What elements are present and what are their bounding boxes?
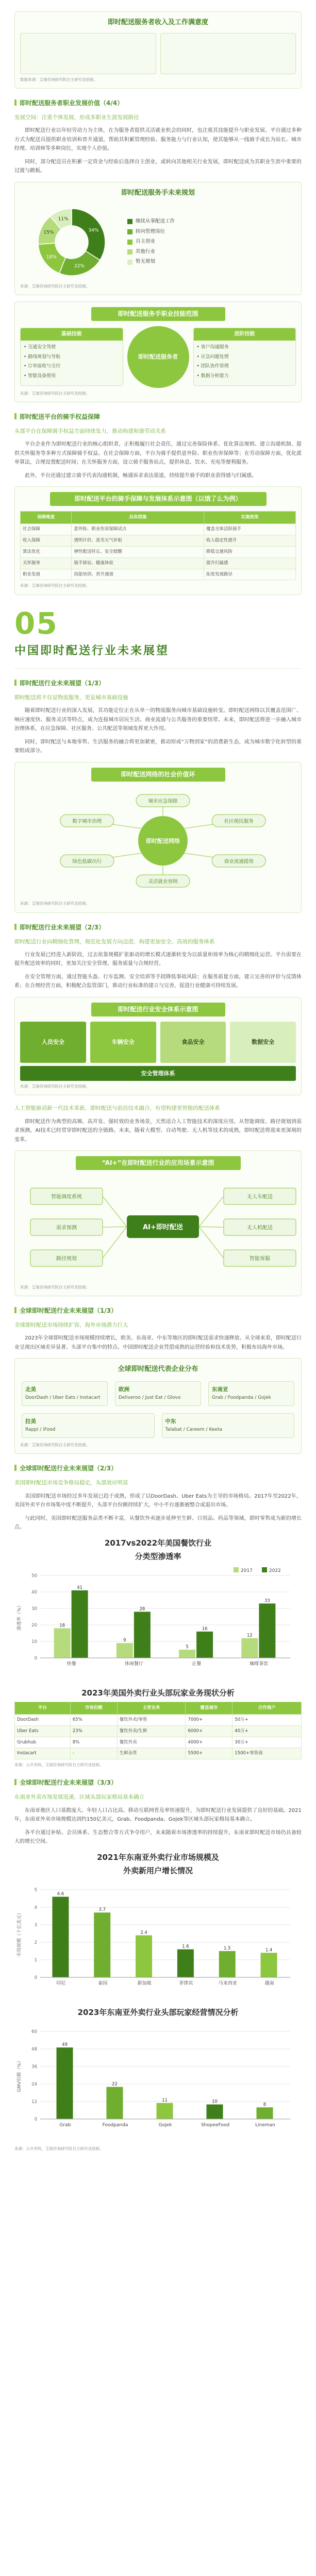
x-tick-label: Lineman	[255, 2123, 275, 2128]
x-tick-label: 越南	[264, 1981, 274, 1987]
top-source: 数据来源：艾瑞咨询研究院自主研究及绘制。	[20, 77, 97, 82]
pie-title: 即时配送服务手未来规划	[121, 189, 195, 197]
table-cell: 提升归属感	[204, 557, 295, 569]
section-global-3	[0, 1777, 316, 2167]
y-tick-label: 1	[34, 1958, 37, 1963]
advanced-skills-box	[193, 328, 296, 386]
section-career-value	[0, 98, 316, 295]
table-header-cell: 平台	[15, 1702, 71, 1714]
legend-swatch	[127, 260, 132, 265]
table-cell: 7000+	[186, 1714, 232, 1725]
section-outlook-1	[0, 678, 316, 913]
table-cell: 8%	[70, 1737, 117, 1748]
safety-pillar: 车辆安全	[90, 1022, 156, 1063]
rights-table-card	[14, 486, 302, 595]
skill-item: • 智能设备使用	[24, 374, 56, 379]
x-tick-label: Gojek	[158, 2123, 172, 2128]
table-header-cell: 覆盖城市	[186, 1702, 232, 1714]
table-row	[15, 1737, 302, 1748]
x-tick-label: Foodpanda	[102, 2123, 128, 2128]
ring-item-label: 社区便民服务	[224, 818, 254, 824]
bar	[136, 1936, 152, 1978]
ai-center-label: AI+即时配送	[143, 1224, 183, 1232]
table-header-cell: 合作商户	[232, 1702, 302, 1714]
ai-connector	[103, 1196, 127, 1227]
region-card	[115, 1381, 201, 1406]
bar	[207, 2105, 223, 2119]
bar-value-label: 11	[162, 2097, 168, 2103]
paragraph: 随着即时配送行业的深入发展，其功能定位正在从单一的物流服务向城市基础设施转变。即时配送网络以其覆盖范围广、响应速度快、服务灵活等特点，成为连接城市居民生活、商业流通与公共服务的重要纽带。未来，即时配送将进一步融入城市治理体系，在应急保障、社区服务、公共配送等领域发挥更大作用。	[14, 708, 302, 732]
income-satisfaction-card	[14, 11, 302, 89]
bar	[259, 1604, 275, 1658]
bar-value-label: 2.4	[140, 1930, 147, 1936]
paragraph: 即时配送行业以年轻劳动力为主体，在为服务者提供灵活就业机会的同时，也注重其技能提升与职业发展。平台通过多种方式为配送员提供职业培训和晋升通道，帮助其积累管理经验、服务能力与行业认知，使其能够从一线骑手成长为站长、城市经理、培训师等多种岗位，实现个人价值。	[14, 128, 302, 152]
region-card	[208, 1381, 294, 1406]
y-tick-label: 0	[34, 1656, 37, 1662]
bar-value-label: 41	[77, 1585, 83, 1590]
bar	[94, 1912, 110, 1977]
ai-scenario-card	[14, 1150, 302, 1296]
x-tick-label: 休闲餐厅	[124, 1662, 143, 1667]
region-name: 东南亚	[212, 1386, 228, 1393]
rights-source: 来源：艾瑞咨询研究院自主研究及绘制。	[20, 583, 90, 588]
region-brands: Rappi / iFood	[25, 1427, 56, 1433]
paragraph: 同时，部分配送员在积累一定资金与经验后选择自主创业，或转向其他相关行业发展，即时配送成为其职业生涯中重要的过渡与跳板。	[14, 159, 302, 174]
skill-source: 来源：艾瑞咨询研究院自主研究及绘制。	[20, 391, 90, 396]
section-heading: 即时配送行业未来展望（1/3）	[14, 678, 302, 689]
ring-item-label: 城市应急保障	[148, 798, 178, 804]
rights-table	[20, 511, 296, 580]
region-name: 欧洲	[119, 1386, 129, 1393]
table-cell: 意外险、职业伤害保障试点	[72, 524, 204, 535]
region-brands: Grab / Foodpanda / Gojek	[212, 1395, 271, 1401]
legend-label: 自主创业	[136, 239, 156, 245]
ai-item-label: 无人机配送	[247, 1225, 273, 1231]
y-tick-label: 4	[34, 1905, 37, 1911]
us-players-title: 2023年美国外卖行业头部玩家业务现状分析	[81, 1688, 235, 1698]
section-global-1	[0, 1306, 316, 1454]
pie-legend	[127, 216, 296, 268]
ai-item-label: 智能调度系统	[51, 1194, 82, 1200]
table-row	[15, 1714, 302, 1725]
table-header-cell: 市场份额	[70, 1702, 117, 1714]
section-heading: 全球即时配送行业未来展望（3/3）	[14, 1777, 302, 1788]
legend-label: 暂无规划	[136, 259, 156, 265]
pie-source: 来源：艾瑞咨询研究院自主研究及绘制。	[20, 283, 90, 289]
region-name: 拉美	[25, 1418, 36, 1425]
y-tick-label: 50	[31, 1573, 37, 1579]
paragraph: 东南亚地区人口基数庞大、年轻人口占比高、移动互联网普及率快速提升，为即时配送行业发展提供了良好的基础。2021年，东南亚外卖市场规模达到约150亿美元，Grab、Foodpanda、Gojek等区域头部玩家格局基本确立。	[14, 1807, 302, 1823]
safety-pillar: 食品安全	[160, 1022, 226, 1063]
table-cell: 关怀服务	[21, 557, 72, 569]
pie-value-label: 34%	[88, 228, 99, 233]
ai-item-label: 路径规划	[56, 1256, 77, 1262]
paragraph: 在安全管理方面，通过智能头盔、行车监测、安全培训等手段降低事故风险；在服务质量方面，建立完善的评价与反馈体系；在合规经营方面，积极配合监管部门，推动行业标准的建立与完善，促进行业健康可持续发展。	[14, 974, 302, 989]
y-tick-label: 5	[34, 1888, 37, 1893]
bar	[157, 2103, 173, 2119]
legend-item	[127, 228, 296, 236]
table-header-row	[21, 512, 296, 524]
bar	[107, 2087, 123, 2119]
y-axis-label: 渗透率（%）	[17, 1603, 22, 1631]
bar-value-label: 5	[186, 1645, 189, 1650]
region-brands: DoorDash / Uber Eats / Instacart	[25, 1395, 101, 1401]
x-tick-label: 马来西亚	[218, 1981, 237, 1987]
x-tick-label: Grab	[59, 2123, 71, 2128]
bar-value-label: 1.4	[265, 1947, 273, 1953]
section-subheading: 头部平台在保障骑手权益方面持续发力，推动构建和谐劳动关系	[14, 428, 166, 434]
basic-skills-list	[24, 344, 120, 381]
x-tick-label: 印尼	[56, 1981, 66, 1987]
legend-swatch	[234, 1567, 239, 1572]
bar	[54, 1629, 71, 1658]
y-tick-label: 0	[34, 1975, 37, 1981]
ring-center-label: 即时配送网络	[146, 837, 180, 844]
table-header-cell: 主营业务	[117, 1702, 186, 1714]
table-cell: 覆盖全体活跃骑手	[204, 524, 295, 535]
social-value-title: 即时配送网络的社会价值环	[91, 768, 225, 782]
paragraph: 与此同时，美国即时配送服务品类不断丰富，从餐饮外卖逐步延伸至生鲜、日用品、药品等领域，即时零售成为新的增长点。	[14, 1515, 302, 1531]
bar-value-label: 12	[246, 1633, 253, 1638]
paragraph: 行业发展已经进入新阶段，过去依靠规模扩张驱动的增长模式逐渐转变为以质量和效率为核心的精细化运营。平台需要在提升配送效率的同时，更加关注安全管理、服务质量与合规经营。	[14, 952, 302, 967]
section-heading: 全球即时配送行业未来展望（1/3）	[14, 1306, 302, 1316]
bar-value-label: 4.6	[57, 1891, 64, 1897]
legend-swatch	[127, 240, 132, 245]
table-row	[21, 546, 296, 557]
ring-item-label: 绿色低碳出行	[72, 858, 102, 865]
chapter-title: 中国即时配送行业未来展望	[14, 644, 170, 657]
pie-value-label: 11%	[58, 216, 69, 222]
social-value-ring	[20, 787, 306, 895]
table-cell: Uber Eats	[15, 1725, 71, 1737]
skill-item: • 交通安全驾驶	[24, 344, 56, 350]
region-name: 北美	[25, 1386, 36, 1393]
section-subheading: 即时配送行业向精细化管理，规范化发展方向迈进，构建更加安全、高效的服务体系	[14, 938, 215, 945]
section-heading: 即时配送平台的骑手权益保障	[14, 412, 302, 422]
table-cell: 餐饮外卖	[117, 1737, 186, 1748]
bar-value-label: 1.5	[223, 1946, 231, 1952]
skill-item: • 应急问题处理	[196, 354, 229, 360]
basic-skills-heading: 基础技能	[21, 328, 123, 341]
region-card	[22, 1413, 155, 1438]
x-tick-label: 泰国	[98, 1981, 108, 1987]
table-cell: 50万+	[232, 1714, 302, 1725]
table-cell: 65%	[70, 1714, 117, 1725]
table-cell: 收入保障	[21, 535, 72, 546]
table-cell: 餐饮外卖/生鲜	[117, 1725, 186, 1737]
legend-label: 2022	[269, 1568, 281, 1574]
y-axis-label: 市场规模（十亿美元）	[17, 1910, 22, 1957]
bar	[179, 1650, 195, 1658]
paragraph: 同时，即时配送与本地零售、生活服务的融合将更加紧密，推动形成“万物到家”的消费新生态，成为城市数字化转型的重要组成部分。	[14, 739, 302, 754]
legend-label: 2017	[241, 1568, 253, 1574]
region-name: 中东	[165, 1418, 176, 1425]
table-row	[15, 1725, 302, 1737]
x-tick-label: 菲律宾	[179, 1981, 193, 1987]
x-tick-label: 快餐	[66, 1662, 76, 1667]
ring-item-label: 商业流通提效	[224, 858, 254, 865]
bar-value-label: 8	[263, 2102, 267, 2108]
y-tick-label: 30	[31, 1606, 37, 1612]
skill-center-circle: 即时配送服务者	[127, 326, 189, 388]
section-rider-rights	[0, 412, 316, 595]
y-tick-label: 60	[31, 2029, 37, 2035]
y-tick-label: 40	[31, 1590, 37, 1596]
bar	[241, 1638, 258, 1658]
legend-label: 转向管理岗位	[136, 228, 165, 234]
table-cell: Instacart	[15, 1748, 71, 1759]
legend-swatch	[262, 1567, 267, 1572]
legend-label: 继续从事配送工作	[136, 218, 175, 224]
bar	[52, 1897, 69, 1977]
ring-item-label: 灵活就业容纳	[148, 878, 178, 885]
y-tick-label: 3	[34, 1923, 37, 1928]
ai-connector	[103, 1227, 127, 1258]
advanced-skills-list	[197, 344, 293, 381]
bar	[257, 2107, 273, 2119]
x-tick-label: 新加坡	[137, 1981, 152, 1987]
table-cell: -	[70, 1748, 117, 1759]
legend-item	[127, 248, 296, 257]
ai-scenario-diagram	[20, 1175, 306, 1278]
income-box	[20, 33, 156, 74]
table-cell: 40万+	[232, 1725, 302, 1737]
table-header-cell: 具体措施	[72, 512, 204, 524]
safety-pillar: 人员安全	[20, 1022, 86, 1063]
table-cell: 弹性配送时长、安全提醒	[72, 546, 204, 557]
legend-item	[127, 238, 296, 246]
safety-pillar: 数据安全	[230, 1022, 296, 1063]
y-tick-label: 2	[34, 1940, 37, 1946]
legend-swatch	[127, 249, 132, 255]
chapter-number: 05	[14, 605, 58, 641]
legend-swatch	[127, 229, 132, 234]
bar	[261, 1953, 277, 1978]
table-row	[21, 569, 296, 580]
table-header-cell: 实施效果	[204, 512, 295, 524]
social-value-card	[14, 762, 302, 913]
table-cell: 拓宽发展路径	[204, 569, 295, 580]
table-row	[15, 1748, 302, 1759]
y-tick-label: 48	[31, 2047, 37, 2052]
y-tick-label: 24	[31, 2082, 37, 2087]
table-cell: 生鲜杂货	[117, 1748, 186, 1759]
bar	[177, 1950, 194, 1977]
region-brands: Deliveroo / Just Eat / Glovo	[119, 1395, 181, 1401]
table-cell: 餐饮外卖/零售	[117, 1714, 186, 1725]
ai-connector	[199, 1196, 224, 1227]
section-heading: 即时配送行业未来展望（2/3）	[14, 922, 302, 933]
global-map-title: 全球即时配送代表企业分布	[118, 1365, 198, 1374]
bar-value-label: 10	[212, 2099, 218, 2105]
safety-system-title: 即时配送行业安全体系示意图	[91, 1003, 225, 1016]
bar-value-label: 9	[123, 1638, 126, 1643]
safety-system-card	[14, 997, 302, 1095]
table-cell: Grubhub	[15, 1737, 71, 1748]
bar	[134, 1612, 151, 1658]
skill-item: • 团队协作管理	[196, 364, 229, 369]
basic-skills-box	[20, 328, 123, 386]
ai-scenario-title: “AI+”在即时配送行业的应用场景示意图	[76, 1156, 241, 1170]
bar-value-label: 22	[112, 2081, 118, 2087]
legend-swatch	[127, 219, 132, 224]
section-heading: 即时配送服务者职业发展价值（4/4）	[14, 98, 302, 109]
bar-value-label: 3.7	[98, 1907, 106, 1913]
skill-item: • 数据分析能力	[196, 374, 229, 379]
advanced-skills-heading: 进阶技能	[194, 328, 296, 341]
section-subheading: 全球即时配送市场持续扩容，海外市场潜力巨大	[14, 1321, 128, 1328]
ring-item-label: 数字城市治理	[72, 818, 102, 824]
table-cell: 技能培训、晋升通道	[72, 569, 204, 580]
table-cell: 4000+	[186, 1737, 232, 1748]
region-list	[20, 1380, 296, 1439]
x-tick-label: 正餐	[192, 1662, 202, 1667]
table-body	[15, 1714, 302, 1759]
bar	[196, 1632, 213, 1658]
table-cell: 算法优化	[21, 546, 72, 557]
y-tick-label: 10	[31, 1639, 37, 1645]
y-axis-label: GMV份额（%）	[17, 2058, 22, 2092]
y-tick-label: 36	[31, 2064, 37, 2070]
satisfaction-box	[160, 33, 296, 74]
us-penetration-chart	[14, 1565, 301, 1679]
bar-value-label: 49	[62, 2042, 68, 2048]
skill-item: • 客户沟通服务	[196, 344, 229, 350]
table-cell: 骑手驿站、健康体检	[72, 557, 204, 569]
x-tick-label: ShopeeFood	[201, 2123, 230, 2128]
table-cell: 透明计价、恶劣天气补贴	[72, 535, 204, 546]
pie-value-label: 18%	[46, 255, 57, 260]
section-subheading: 美国即时配送市场竞争格局稳定，头部效应明显	[14, 1480, 128, 1486]
rights-table-title: 即时配送平台的骑手保障与发展体系示意图（以饿了么为例）	[50, 492, 267, 506]
section-subheading: 发展空间：注重个体发展，形成多职业生涯发展路径	[14, 114, 139, 121]
ai-item-label: 智能客服	[250, 1256, 270, 1262]
paragraph: 2023年全球即时配送市场规模持续增长，欧美、东南亚、中东等地区的即时配送需求快速释放。从全球来看，即时配送行业呈现出区域差异显著、头部平台集中的特点。中国即时配送企业凭借成熟的运营经验和技术优势，积极布局海外市场。	[14, 1335, 302, 1350]
table-row	[21, 557, 296, 569]
x-tick-label: 咖啡茶饮	[250, 1662, 269, 1667]
ring-source: 来源：艾瑞咨询研究院自主研究及绘制。	[20, 901, 90, 906]
table-body	[21, 524, 296, 580]
us-source: 来源：公开资料，艾瑞咨询研究院自主研究及绘制。	[14, 1762, 104, 1768]
safety-base: 安全管理体系	[20, 1066, 296, 1081]
sea-market-title: 2021年东南亚外卖行业市场规模及 外卖新用户增长情况	[97, 1852, 219, 1875]
table-cell: 收入稳定性提升	[204, 535, 295, 546]
table-cell: 职业发展	[21, 569, 72, 580]
bar	[72, 1590, 88, 1658]
income-satisfaction-title: 即时配送服务者收入及工作满意度	[107, 19, 208, 26]
table-cell: 30万+	[232, 1737, 302, 1748]
table-cell: 降低交通风险	[204, 546, 295, 557]
bar	[57, 2047, 73, 2119]
us-penetration-title: 2017vs2022年美国餐饮行业 分类型渗透率	[104, 1538, 212, 1561]
y-tick-label: 0	[34, 2117, 37, 2122]
sea-source: 来源：公开资料，艾瑞咨询研究院自主研究及绘制。	[14, 2146, 104, 2151]
legend-item	[127, 258, 296, 266]
skill-range-card	[14, 301, 302, 402]
table-cell: 社会保障	[21, 524, 72, 535]
section-global-2	[0, 1463, 316, 1768]
paragraph: 即时配送作为典型的高频、高并发、强时效的业务场景，天然适合人工智能技术的深度应用。从智能调度、路径规划到需求预测，AI技术已经贯穿即时配送的全链路。未来，随着大模型、自动驾驶、无人机等技术的成熟，即时配送将迎来更深刻的变革。	[14, 1118, 302, 1143]
table-row	[21, 524, 296, 535]
ai-item-label: 无人车配送	[247, 1194, 273, 1200]
skill-item: • 订单接收与交付	[24, 364, 61, 369]
table-cell: 23%	[70, 1725, 117, 1737]
y-tick-label: 12	[31, 2099, 37, 2105]
legend-item	[127, 217, 296, 226]
ai-connector	[199, 1227, 224, 1258]
bar-value-label: 1.6	[182, 1944, 189, 1950]
section-outlook-2	[0, 922, 316, 1096]
safety-pillars	[20, 1022, 296, 1063]
bar	[117, 1643, 133, 1658]
pie-value-label: 22%	[74, 263, 85, 269]
bar-value-label: 33	[264, 1598, 270, 1604]
section-subheading: 即时配送将不仅是物流服务，更是城市基础设施	[14, 694, 128, 701]
divider	[14, 668, 302, 669]
bar-value-label: 16	[202, 1626, 208, 1632]
us-players-table	[14, 1702, 302, 1759]
table-cell: 5500+	[186, 1748, 232, 1759]
bar-value-label: 28	[139, 1606, 145, 1612]
sea-market-chart	[14, 1879, 301, 1998]
ai-item-label: 需求预测	[56, 1225, 77, 1231]
region-card	[162, 1413, 295, 1438]
bar-value-label: 18	[59, 1623, 65, 1629]
paragraph: 平台企业作为即时配送行业的核心组织者，正积极履行社会责任，通过完善保险体系、优化算法规则、建立沟通机制、提供关怀服务等多种方式保障骑手权益。在社会保障方面，平台为骑手提供意外险、职业伤害保障等；在劳动保障方面，优化派单算法，合理设置配送时间；在关怀服务方面，设立骑手服务站点，提供休息、饮水、充电等便利服务。	[14, 442, 302, 466]
section-subheading: 人工智能驱动新一代技术革新，即时配送与前沿技术融合，有望构建更智能的配送体系	[14, 1105, 220, 1112]
sea-players-title: 2023年东南亚外卖行业头部玩家经营情况分析	[77, 2007, 239, 2017]
skill-range-title: 即时配送服务手职业技能范围	[91, 307, 225, 321]
future-plan-pie-card	[14, 182, 302, 295]
safety-source: 来源：艾瑞咨询研究院自主研究及绘制。	[20, 1084, 90, 1089]
pie-value-label: 15%	[43, 230, 54, 235]
table-row	[21, 535, 296, 546]
bar	[219, 1951, 236, 1977]
table-header-cell: 保障维度	[21, 512, 72, 524]
paragraph: 美国即时配送市场经过多年发展已趋于成熟，形成了以DoorDash、Uber Eats为主导的市场格局。2017年至2022年，美国外卖平台市场集中度不断提升，头部平台份额持续扩大，中小平台逐渐被整合或退出市场。	[14, 1493, 302, 1509]
paragraph: 各平台通过补贴、会员体系、生态整合等方式争夺用户，未来随着市场渗透率的持续提升，东南亚即时配送市场仍具备较大的增长空间。	[14, 1829, 302, 1845]
sea-players-chart	[14, 2021, 301, 2140]
paragraph: 此外，平台还通过建立骑手代表沟通机制，畅通诉求表达渠道，持续提升骑手的职业获得感与归属感。	[25, 472, 257, 479]
section-skill-range	[0, 301, 316, 402]
ai-source: 来源：艾瑞咨询研究院自主研究及绘制。	[20, 1284, 90, 1290]
table-cell: 6000+	[186, 1725, 232, 1737]
table-cell: DoorDash	[15, 1714, 71, 1725]
skill-item: • 路线规划与导航	[24, 354, 61, 360]
table-cell: 1500+零售商	[232, 1748, 302, 1759]
region-card	[22, 1381, 108, 1406]
y-tick-label: 20	[31, 1623, 37, 1629]
chapter-05	[0, 605, 316, 669]
section-subheading: 东南亚外卖市场发展迅速，区域头部玩家格局基本确立	[14, 1794, 144, 1801]
legend-label: 其他行业	[136, 248, 156, 255]
global-map-card	[14, 1358, 302, 1454]
map-source: 来源：艾瑞咨询研究院自主研究及绘制。	[20, 1443, 90, 1448]
table-header-row	[15, 1702, 302, 1714]
future-plan-pie-chart	[20, 204, 123, 281]
region-brands: Talabat / Careem / Keeta	[165, 1427, 223, 1433]
section-ai	[0, 1104, 316, 1296]
section-heading: 全球即时配送行业未来展望（2/3）	[14, 1463, 302, 1474]
